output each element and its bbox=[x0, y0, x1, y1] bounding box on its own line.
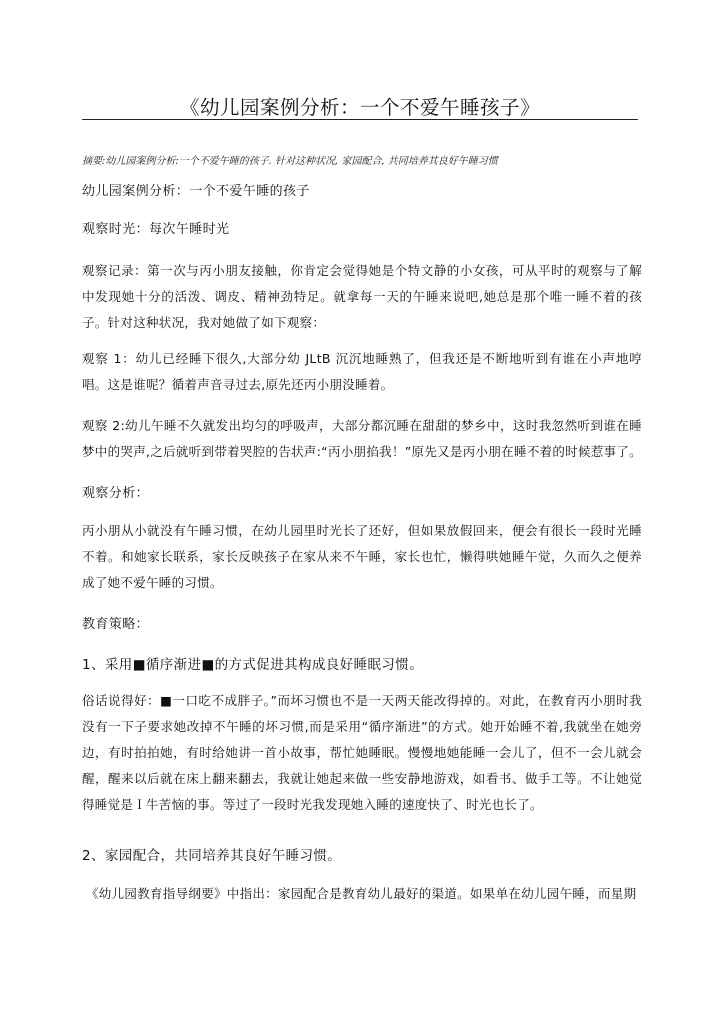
strategy-1-paragraph: 俗话说得好：■一口吃不成胖子。”而坏习惯也不是一天两天能改得掉的。对此，在教育丙小朋时我没有一下子要求她改掉不午睡的坏习惯,而是采用“循序渐进”的方式。她开始睡不着,我就坐在她旁边，有时拍拍她，有时给她讲一首小故事，帮忙她睡眠。慢慢地她能睡一会儿了，但不一会儿就会醒，醒来以后就在床上翻来翻去，我就让她起来做一些安静地游戏，如看书、做手工等。不让她觉得睡觉是Ｉ牛苦恼的事。等过了一段时光我发现她入睡的速度快了、时光也长了。 bbox=[82, 693, 642, 812]
strategy-1-heading: 1、采用■循序渐进■的方式促进其构成良好睡眠习惯。 bbox=[82, 657, 424, 673]
observation-record-paragraph: 观察记录：第一次与丙小朋友接触，你肯定会觉得她是个特文静的小女孩，可从平时的观察与了解中发现她十分的活泼、调皮、精神劲特足。就拿每一天的午睡来说吧,她总是那个唯一睡不着的孩子。针对这种状况，我对她做了如下观察： bbox=[82, 263, 642, 330]
strategy-heading: 教育策略： bbox=[82, 617, 150, 632]
page-title: 《幼儿园案例分析：一个不爱午睡孩子》 bbox=[179, 96, 540, 119]
observation-time: 观察时光：每次午睡时光 bbox=[82, 222, 230, 237]
analysis-paragraph: 丙小朋从小就没有午睡习惯，在幼儿园里时光长了还好，但如果放假回来，便会有很长一段时光睡不着。和她家长联系，家长反映孩子在家从来不午睡，家长也忙，懒得哄她睡午觉，久而久之便养成了她不爱午睡的习惯。 bbox=[82, 523, 642, 590]
title-divider bbox=[82, 119, 638, 120]
observation-1-paragraph: 观察 1：幼儿已经睡下很久,大部分幼 JLtB 沉沉地睡熟了，但我还是不断地听到有谁在小声地哼唱。这是谁呢？循着声音寻过去,原先还丙小朋没睡着。 bbox=[82, 351, 642, 392]
abstract-line: 摘要:幼儿园案例分析:一个不爱午睡的孩子. 针对这种状况, 家园配合, 共同培养其良好午睡习惯 bbox=[82, 156, 498, 167]
case-heading: 幼儿园案例分析：一个不爱午睡的孩子 bbox=[82, 184, 310, 199]
strategy-2-heading: 2、家园配合，共同培养其良好午睡习惯。 bbox=[82, 848, 342, 864]
strategy-2-paragraph: 《幼儿园教育指导纲要》中指出：家园配合是教育幼儿最好的渠道。如果单在幼儿园午睡，而星期 bbox=[86, 886, 637, 901]
observation-2-paragraph: 观察 2:幼儿午睡不久就发出均匀的呼吸声，大部分都沉睡在甜甜的梦乡中，这时我忽然听到谁在睡梦中的哭声,之后就听到带着哭腔的告状声:“丙小朋掐我！”原先又是丙小朋在睡不着的时候惹事了。 bbox=[82, 418, 642, 459]
analysis-heading: 观察分析： bbox=[82, 486, 150, 501]
